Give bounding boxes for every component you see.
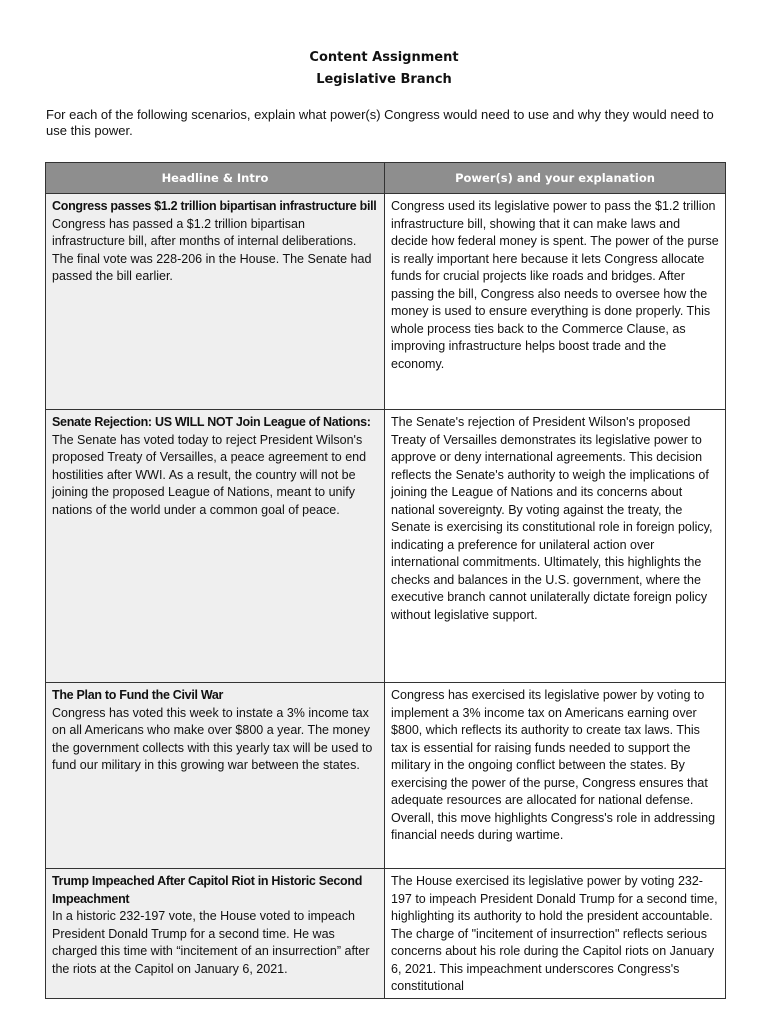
table-row: [46, 683, 726, 869]
row-intro: Congress has passed a $1.2 trillion bipartisan infrastructure bill, after months of internal deliberations. The final vote was 228-206 in the House. The Senate had passed the bill earlier.: [52, 216, 372, 283]
header-headline-intro: Headline & Intro: [46, 163, 385, 194]
headline-intro-cell: [46, 869, 385, 999]
table-row: [46, 410, 726, 683]
row-headline: Congress passes $1.2 trillion bipartisan infrastructure bill: [52, 199, 377, 213]
explanation-clip: [391, 873, 720, 994]
header-powers-explanation: Power(s) and your explanation: [385, 163, 726, 194]
row-intro: The Senate has voted today to reject President Wilson's proposed Treaty of Versailles, a peace agreement to end hostilities after WWI. As a result, the country will not be joining the proposed League of Nations, meant to unify nations of the world under a common goal of peace.: [52, 432, 367, 517]
headline-intro-cell: [46, 194, 385, 410]
row-intro: In a historic 232-197 vote, the House voted to impeach President Donald Trump for a second time. He was charged this time with “incitement of an insurrection” after the riots at the Capitol on January 6, 2021.: [52, 909, 370, 976]
row-headline: The Plan to Fund the Civil War: [52, 688, 224, 702]
row-headline: Senate Rejection: US WILL NOT Join League of Nations:: [52, 415, 371, 429]
explanation-cell: [385, 194, 726, 410]
table-row: [46, 869, 726, 999]
row-explanation: The Senate's rejection of President Wilson's proposed Treaty of Versailles demonstrates its legislative power to approve or deny international agreements. This decision reflects the Senate's authority to weigh the implications of joining the League of Nations and its concerns about national sovereignty. By voting against the treaty, the Senate is exercising its constitutional role in foreign policy, indicating a preference for unilateral action over international commitments. Ultimately, this highlights the checks and balances in the U.S. government, where the executive branch cannot unilaterally dictate foreign policy without legislative support.: [391, 415, 713, 622]
table-row: [46, 194, 726, 410]
headline-intro-cell: [46, 410, 385, 683]
row-explanation: Congress has exercised its legislative power by voting to implement a 3% income tax on Americans earning over $800, which reflects its authority to create tax laws. This tax is essential for raising funds needed to support the military in the ongoing conflict between the states. By exercising the power of the purse, Congress ensures that adequate resources are allocated for national defense. Overall, this move highlights Congress's role in addressing financial needs during wartime.: [391, 688, 716, 842]
row-headline: Trump Impeached After Capitol Riot in Historic Second Impeachment: [52, 874, 363, 906]
headline-intro-cell: [46, 683, 385, 869]
explanation-cell: [385, 869, 726, 999]
table-header-row: [46, 163, 726, 194]
row-explanation: The House exercised its legislative power by voting 232-197 to impeach President Donald Trump for a second time, highlighting its authority to hold the president accountable. The charge of "incitement of insurrection" reflects serious concerns about his role during the Capitol riots on January 6, 2021. This impeachment underscores Congress's constitutional: [391, 874, 718, 993]
document-subtitle: Legislative Branch: [316, 72, 452, 87]
assignment-table: [45, 162, 726, 999]
document-title: Content Assignment: [309, 50, 459, 65]
explanation-cell: [385, 683, 726, 869]
row-explanation: Congress used its legislative power to pass the $1.2 trillion infrastructure bill, showing that it can make laws and decide how federal money is spent. The power of the purse is really important here because it lets Congress allocate funds for crucial projects like roads and bridges. After passing the bill, Congress also needs to oversee how the money is used to ensure everything is done properly. This whole process ties back to the Commerce Clause, as improving infrastructure helps boost trade and the economy.: [391, 199, 719, 371]
document-heading: [0, 47, 768, 91]
explanation-cell: [385, 410, 726, 683]
instructions-text: For each of the following scenarios, explain what power(s) Congress would need to use and why they would need to use this power.: [46, 107, 714, 138]
row-intro: Congress has voted this week to instate a 3% income tax on all Americans who make over $800 a year. The money the government collects with this yearly tax will be used to fund our military in this growing war between the states.: [52, 705, 373, 772]
